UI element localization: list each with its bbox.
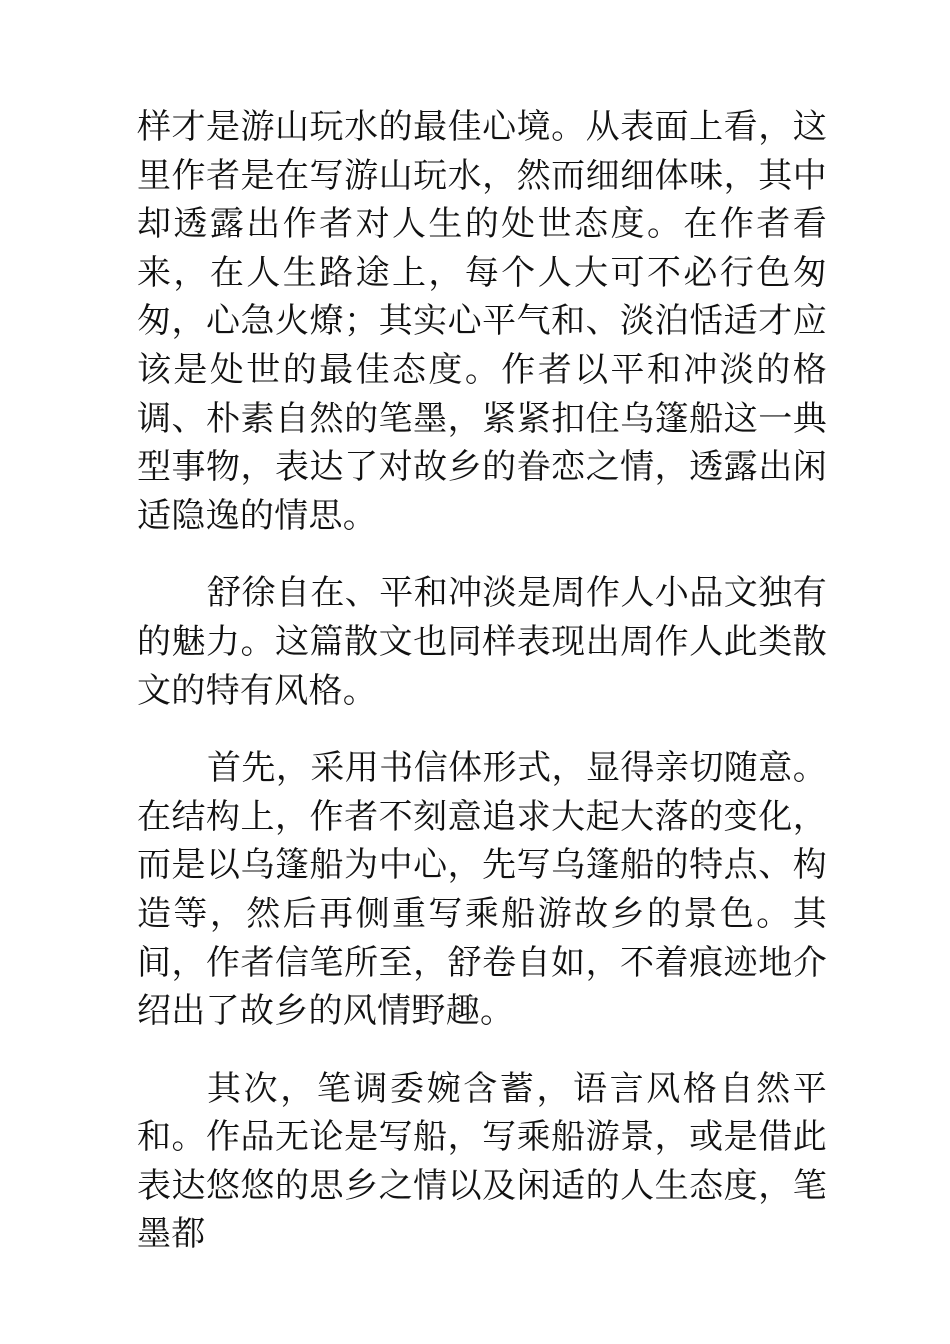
paragraph-first-point: 首先，采用书信体形式，显得亲切随意。在结构上，作者不刻意追求大起大落的变化，而是以乌篷船为中心，先写乌篷船的特点、构造等，然后再侧重写乘船游故乡的景色。其间，作者信笔所至，舒卷自如，不着痕迹地介绍出了故乡的风情野趣。 — [137, 748, 827, 1032]
paragraph-continuation: 样才是游山玩水的最佳心境。从表面上看，这里作者是在写游山玩水，然而细细体味，其中却透露出作者对人生的处世态度。在作者看来，在人生路途上，每个人大可不必行色匆匆，心急火燎；其实心平气和、淡泊恬适才应该是处世的最佳态度。作者以平和冲淡的格调、朴素自然的笔墨，紧紧扣住乌篷船这一典型事物，表达了对故乡的眷恋之情，透露出闲适隐逸的情思。 — [137, 107, 827, 536]
paragraph-style-intro: 舒徐自在、平和冲淡是周作人小品文独有的魅力。这篇散文也同样表现出周作人此类散文的特有风格。 — [137, 573, 827, 711]
body-text — [137, 103, 827, 1288]
paragraph-second-point: 其次，笔调委婉含蓄，语言风格自然平和。作品无论是写船，写乘船游景，或是借此表达悠悠的思乡之情以及闲适的人生态度，笔墨都 — [137, 1068, 827, 1255]
